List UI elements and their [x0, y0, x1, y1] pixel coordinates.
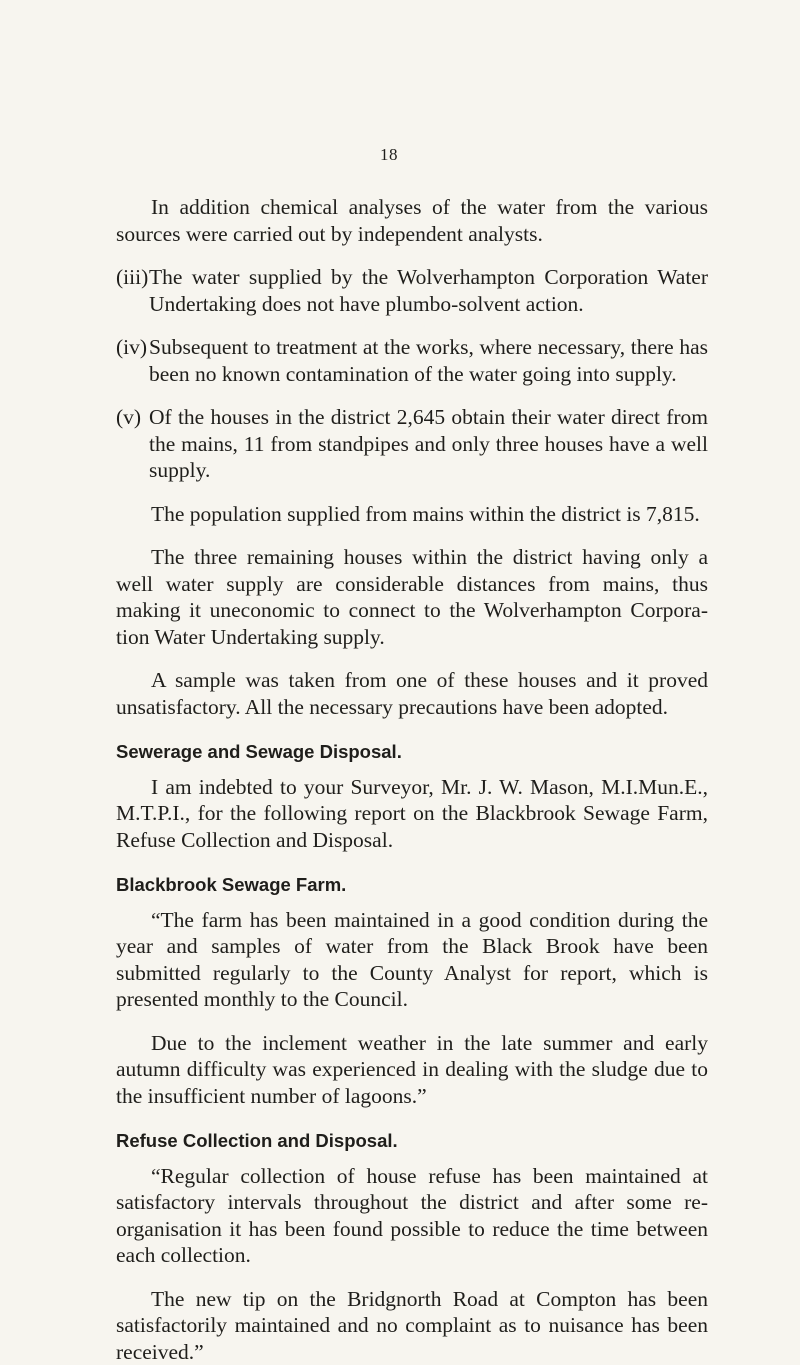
list-number: (iii) — [116, 264, 149, 317]
list-text: The water supplied by the Wolverhampton Corporation Water Undertaking does not have plumbo-solvent action. — [149, 264, 708, 317]
paragraph-farm: “The farm has been maintained in a good condition during the year and samples of water from the Black Brook have been submitted regularly to the County Analyst for report, which is presented monthly to the Council. — [116, 907, 708, 1013]
list-number: (iv) — [116, 334, 149, 387]
paragraph-indebted: I am indebted to your Surveyor, Mr. J. W. Mason, M.I.Mun.E., M.T.P.I., for the following report on the Blackbrook Sewage Farm, Refuse Collection and Disposal. — [116, 774, 708, 854]
paragraph-sample: A sample was taken from one of these houses and it proved unsatisfactory. All the necessary precautions have been adopted. — [116, 667, 708, 720]
list-item-iv — [116, 334, 708, 387]
heading-sewerage: Sewerage and Sewage Disposal. — [116, 739, 708, 766]
paragraph-population: The population supplied from mains within the district is 7,815. — [116, 501, 708, 528]
heading-blackbrook: Blackbrook Sewage Farm. — [116, 872, 708, 899]
list-text: Subsequent to treatment at the works, where necessary, there has been no known contamination of the water going into supply. — [149, 334, 708, 387]
paragraph-tip: The new tip on the Bridgnorth Road at Compton has been satisfactorily maintained and no complaint as to nuisance has been received.” — [116, 1286, 708, 1365]
paragraph-remaining-houses: The three remaining houses within the district having only a well water supply are considerable distances from mains, thus making it uneconomic to connect to the Wolverhampton Corpora-tion Water Undertaking supply. — [116, 544, 708, 650]
list-item-v — [116, 404, 708, 484]
paragraph-refuse: “Regular collection of house refuse has been maintained at satisfactory intervals throughout the district and after some re-organisation it has been found possible to reduce the time between each collection. — [116, 1163, 708, 1269]
page-number: 18 — [380, 145, 398, 165]
list-item-iii — [116, 264, 708, 317]
list-number: (v) — [116, 404, 149, 484]
heading-refuse: Refuse Collection and Disposal. — [116, 1128, 708, 1155]
paragraph-weather: Due to the inclement weather in the late summer and early autumn difficulty was experienced in dealing with the sludge due to the insufficient number of lagoons.” — [116, 1030, 708, 1110]
paragraph-chemical-analyses: In addition chemical analyses of the water from the various sources were carried out by independent analysts. — [116, 194, 708, 247]
document-body — [116, 194, 708, 1365]
list-text: Of the houses in the district 2,645 obtain their water direct from the mains, 11 from standpipes and only three houses have a well supply. — [149, 404, 708, 484]
